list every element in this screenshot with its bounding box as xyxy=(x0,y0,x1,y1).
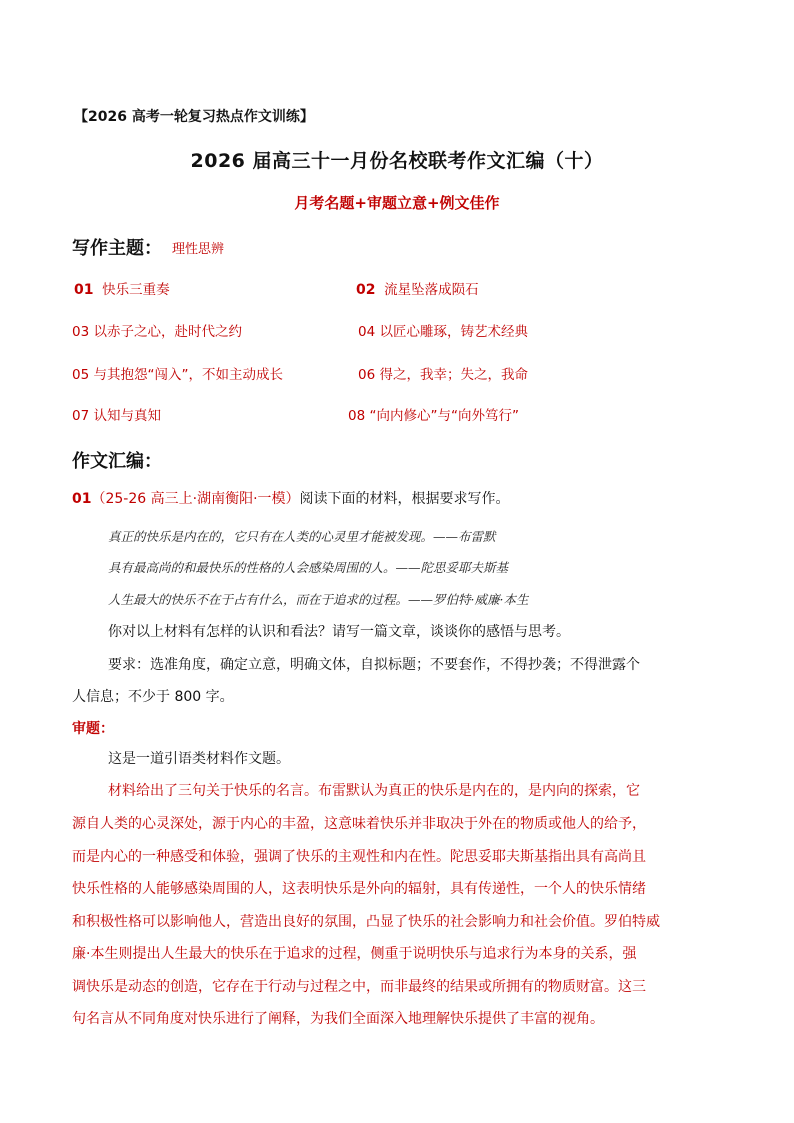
question-line xyxy=(72,488,510,508)
analysis-paragraph-line: 调快乐是动态的创造，它存在于行动与过程之中，而非最终的结果或所拥有的物质财富。这三 xyxy=(72,979,646,995)
topic-title: 得之，我幸；失之，我命 xyxy=(379,367,528,383)
topic-item xyxy=(74,278,170,298)
page-subtitle: 月考名题+审题立意+例文佳作 xyxy=(294,194,500,212)
topic-item xyxy=(358,320,528,340)
topic-number: 03 xyxy=(72,324,90,340)
topic-title: 与其抱怨“闯入”，不如主动成长 xyxy=(93,367,283,383)
topic-title: 以赤子之心，赴时代之约 xyxy=(93,324,242,340)
analysis-paragraph-line: 和积极性格可以影响他人，营造出良好的氛围，凸显了快乐的社会影响力和社会价值。罗伯特威 xyxy=(72,914,660,930)
topic-title: “向内修心”与“向外笃行” xyxy=(369,408,519,424)
analysis-paragraph-line: 材料给出了三句关于快乐的名言。布雷默认为真正的快乐是内在的，是内向的探索，它 xyxy=(108,783,640,799)
topic-number: 08 xyxy=(348,408,366,424)
series-heading: 【2026 高考一轮复习热点作文训练】 xyxy=(74,109,314,125)
collection-heading: 作文汇编： xyxy=(72,451,162,472)
topic-title: 快乐三重奏 xyxy=(102,282,170,298)
topic-number: 06 xyxy=(358,367,376,383)
theme-heading: 写作主题： xyxy=(72,238,162,259)
topic-number: 01 xyxy=(74,282,94,298)
topic-item xyxy=(348,404,519,424)
topic-number: 04 xyxy=(358,324,376,340)
topic-number: 07 xyxy=(72,408,90,424)
analysis-intro: 这是一道引语类材料作文题。 xyxy=(108,751,290,767)
question-ask: 你对以上材料有怎样的认识和看法？请写一篇文章，谈谈你的感悟与思考。 xyxy=(108,624,570,640)
material-quote: 人生最大的快乐不在于占有什么，而在于追求的过程。——罗伯特·威廉·本生 xyxy=(108,592,529,607)
question-number: 01 xyxy=(72,491,92,507)
topic-number: 05 xyxy=(72,367,90,383)
question-requirement: 要求：选准角度，确定立意，明确文体，自拟标题；不要套作，不得抄袭；不得泄露个 xyxy=(108,657,640,673)
analysis-paragraph-line: 廉·本生则提出人生最大的快乐在于追求的过程，侧重于说明快乐与追求行为本身的关系，强 xyxy=(72,946,637,962)
material-quote: 具有最高尚的和最快乐的性格的人会感染周围的人。——陀思妥耶夫斯基 xyxy=(108,560,509,575)
topic-title: 以匠心雕琢，铸艺术经典 xyxy=(379,324,528,340)
theme-value: 理性思辨 xyxy=(172,242,225,257)
topic-item xyxy=(72,320,242,340)
topic-item xyxy=(358,363,528,383)
topic-item xyxy=(72,404,161,424)
topic-item xyxy=(72,363,283,383)
analysis-paragraph-line: 源自人类的心灵深处，源于内心的丰盈，这意味着快乐并非取决于外在的物质或他人的给予， xyxy=(72,816,646,832)
question-prompt: 阅读下面的材料，根据要求写作。 xyxy=(299,491,510,507)
question-requirement-cont: 人信息；不少于 800 字。 xyxy=(72,689,234,705)
page-title: 2026 届高三十一月份名校联考作文汇编（十） xyxy=(190,150,604,172)
topic-title: 认知与真知 xyxy=(93,408,161,424)
material-quote: 真正的快乐是内在的，它只有在人类的心灵里才能被发现。——布雷默 xyxy=(108,529,496,544)
analysis-paragraph-line: 快乐性格的人能够感染周围的人，这表明快乐是外向的辐射，具有传递性，一个人的快乐情绪 xyxy=(72,881,646,897)
topic-number: 02 xyxy=(356,282,376,298)
analysis-label: 审题： xyxy=(72,721,114,737)
topic-item xyxy=(356,278,479,298)
analysis-paragraph-line: 而是内心的一种感受和体验，强调了快乐的主观性和内在性。陀思妥耶夫斯基指出具有高尚且 xyxy=(72,849,646,865)
question-source: （25-26 高三上·湖南衡阳·一模） xyxy=(91,491,300,507)
analysis-paragraph-line: 句名言从不同角度对快乐进行了阐释，为我们全面深入地理解快乐提供了丰富的视角。 xyxy=(72,1011,604,1027)
topic-title: 流星坠落成陨石 xyxy=(384,282,479,298)
